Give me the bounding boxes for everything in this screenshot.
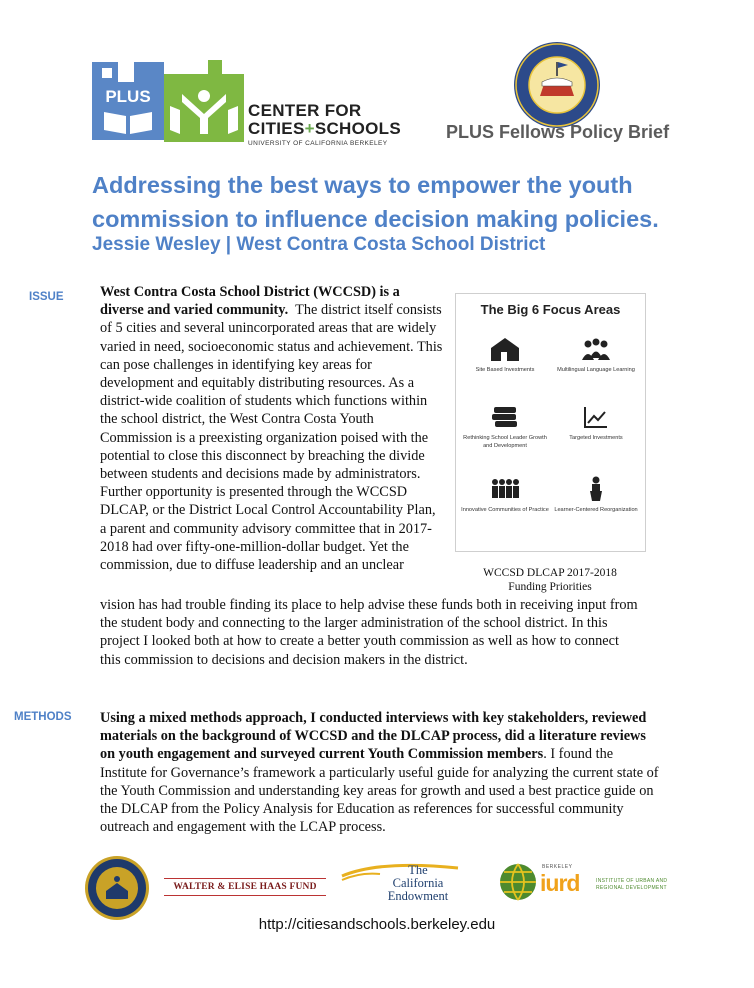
book-stack-icon xyxy=(488,404,522,430)
methods-text: . I found the Institute for Governance’s framework a particularly useful guide for analyzing the current state of the Youth Commission and understanding key areas for growth and used a best practice guide on the DLCAP from the Policy Analysis for Education as references for successful community outreach and engagement with the LCAP process. xyxy=(100,746,659,836)
iurd-berkeley: BERKELEY xyxy=(542,864,573,870)
focus-item-learner-centered xyxy=(551,476,641,515)
focus-item-innovative xyxy=(460,476,550,515)
cities-schools-logo xyxy=(164,60,244,142)
trend-chart-icon xyxy=(579,404,613,430)
focus-item-label: Multilingual Language Learning xyxy=(557,367,635,373)
people-row-icon xyxy=(488,476,522,502)
wordmark-plus: + xyxy=(304,119,315,138)
caption-line-2: Funding Priorities xyxy=(508,581,592,593)
california-endowment-logo xyxy=(340,862,460,912)
uc-berkeley-seal xyxy=(84,855,150,921)
author-line: Jessie Wesley | West Contra Costa School District xyxy=(92,234,546,255)
plus-logo-text: PLUS xyxy=(105,87,151,106)
focus-item-label: Learner-Centered Reorganization xyxy=(554,507,638,513)
wordmark-schools: SCHOOLS xyxy=(314,119,401,138)
haas-fund-logo: WALTER & ELISE HAAS FUND xyxy=(164,878,326,896)
iurd-subtitle: INSTITUTE OF URBAN AND REGIONAL DEVELOPMENT xyxy=(596,878,668,891)
iurd-wordmark: iurd xyxy=(540,870,580,896)
issue-bold-lead: West Contra Costa School District (WCCSD) is a diverse and varied community. xyxy=(100,284,400,319)
focus-areas-caption xyxy=(456,566,644,594)
focus-item-label: Site Based Investments xyxy=(475,367,535,373)
focus-item-label: Targeted Investments xyxy=(569,435,623,441)
wordmark-cities: CITIES xyxy=(248,119,305,138)
focus-item-school-leader xyxy=(460,404,550,450)
center-for-cities-schools-wordmark xyxy=(248,102,401,147)
issue-paragraph xyxy=(100,283,445,574)
people-group-icon xyxy=(579,336,613,362)
focus-areas-title: The Big 6 Focus Areas xyxy=(480,302,621,317)
methods-label: METHODS xyxy=(14,711,72,723)
wordmark-line-1: CENTER FOR xyxy=(248,101,362,120)
focus-item-site-based xyxy=(460,336,550,375)
methods-bold-lead: Using a mixed methods approach, I conducted interviews with key stakeholders, reviewed materials on the background of WCCSD and the DLCAP process, did a literature reviews on youth engagement and surveyed current Youth Commission members xyxy=(100,710,647,763)
focus-item-label: Rethinking School Leader Growth and Development xyxy=(463,435,547,449)
focus-item-targeted xyxy=(551,404,641,443)
wccsd-seal xyxy=(512,40,602,130)
issue-label: ISSUE xyxy=(29,291,64,303)
endowment-wordmark xyxy=(368,864,468,903)
document-title: Addressing the best ways to empower the youth commission to influence decision making policies. xyxy=(92,172,659,232)
wordmark-line-2 xyxy=(248,120,401,138)
globe-icon xyxy=(498,862,538,902)
issue-paragraph-continued: vision has had trouble finding its place to help advise these funds both in receiving input from the student body and connecting to the larger administration of the school district. In this project I looked both at how to create a better youth commission as well as how to connect this commission to decisions and decision makers in the district. xyxy=(100,597,638,668)
focus-areas-infographic xyxy=(455,293,646,552)
focus-item-label: Innovative Communities of Practice xyxy=(461,507,549,513)
tce-line-2: California xyxy=(392,876,444,890)
footer-url[interactable]: http://citiesandschools.berkeley.edu xyxy=(258,916,496,933)
methods-paragraph xyxy=(100,709,660,836)
plus-logo xyxy=(92,62,164,140)
iurd-logo xyxy=(498,862,673,902)
wordmark-line-3: UNIVERSITY OF CALIFORNIA BERKELEY xyxy=(248,140,388,147)
tce-line-3: Endowment xyxy=(387,889,449,903)
caption-line-1: WCCSD DLCAP 2017-2018 xyxy=(483,567,617,579)
issue-text-top: The district itself consists of 5 cities and several unincorporated areas that are widely varied in need, socioeconomic status and achievement. This can pose challenges in identifying key areas for development and equitably distributing resources. As a district-wide coalition of students which functions within the school district, the West Contra Costa Youth Commission is a preexisting organization poised with the potential to close this disconnect by breaching the divide between students and decisions made by administrators. Further opportunity is presented through the WCCSD DLCAP, or the District Local Control Accountability Plan, a parent and community advisory committee that in 2017-2018 had over fifty-one-million-dollar budget. Yet the commission, due to diffuse leadership and an unclear xyxy=(100,302,443,574)
speaker-podium-icon xyxy=(579,476,613,502)
brief-title: PLUS Fellows Policy Brief xyxy=(446,122,670,142)
tce-line-1: The xyxy=(408,863,428,877)
focus-item-multilingual xyxy=(551,336,641,375)
house-icon xyxy=(488,336,522,362)
